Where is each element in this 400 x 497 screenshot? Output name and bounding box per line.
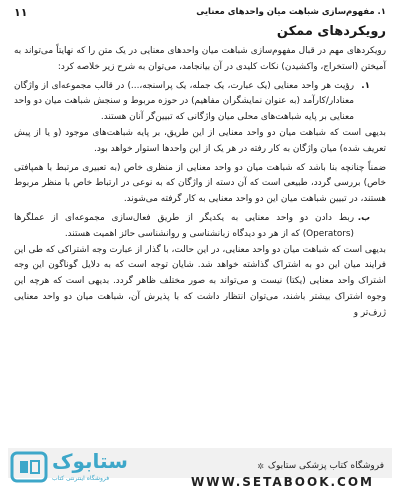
page-number: ۱۱ [14,5,28,19]
shop-url[interactable]: WWW.SETABOOK.COM [190,475,374,489]
body-text [14,44,386,325]
paragraph-2: بدیهی است که شباهت میان دو واحد معنایی از این طریق، بر پایه شباهت‌های موجود (و یا از پیش تعریف شده) میان واژگان به کار رفته در هر یک از این واحدها استوار خواهد بود. [14,127,386,154]
list-item-1 [14,79,386,126]
list-item-1-text: رؤیت هر واحد معنایی (یک عبارت، یک جمله، یک پراسنجه،...) در قالب مجموعه‌ای از واژگان معنادار/کارآمد (به عنوان نمایشگران مفاهیم) در حوزه مربوط و سنجش شباهت میان دو واحد معنایی بر پایه شباهت‌های محلی میان واژگانی که تبیین‌گر آنان هستند. [14,80,354,123]
paragraph-3: ضمناً چنانچه بنا باشد که شباهت میان دو واحد معنایی از منظری خاص (به تعبیری مرتبط با همپافتی خاص) بررسی گردد، طبیعی است که آن دسته از واژگان که به نوعی در ارتباط خاص با منظر مربوط هستند، در تبیین شباهت میان این دو واحد معنایی به کار گرفته می‌شوند. [14,162,386,205]
section-title: رویکردهای ممکن [276,24,386,39]
list-item-1-marker: ۱. [361,80,370,91]
star-icon: ✲ [257,461,264,471]
footer-watermark [0,439,400,497]
shop-name-line [257,461,384,471]
paragraph-4: بدیهی است که شباهت میان دو واحد معنایی، در این حالت، با گذار از عبارت وجه اشتراکی که طی این فرایند میان این دو به اشتراک گذاشته خواهد شد. شایان توجه است که به دلایل گوناگون این وجه اشتراک واحد معنایی (یکتا) نیست و می‌تواند به صور مختلف ظاهر گردد. بدیهی است که هرچه این وجوه اشتراک بیشتر باشند، می‌توان انتظار داشت که با پذیرش آن، شباهت میان دو واحد معنایی ژرف‌تر و [14,244,386,318]
shop-name: فروشگاه کتاب پزشکی ستابوک [267,461,384,471]
list-item-2-marker: ب. [357,212,370,223]
setabook-logo [10,445,128,491]
logo-wordmark: ستابوک [52,449,128,473]
logo-tagline: فروشگاه اینترنتی کتاب [52,475,110,482]
chapter-title: ۱. مفهوم‌سازی شباهت میان واحدهای معنایی [196,7,386,17]
list-item-2 [14,211,386,243]
list-item-2-text: ربط دادن دو واحد معنایی به یکدیگر از طریق فعال‌سازی مجموعه‌ای از عملگرها (Operators) که از هر دو دیدگاه زبانشناسی و روانشناسی حائز اهمیت هستند. [14,212,354,239]
paragraph-intro: رویکردهای مهم در قبال مفهوم‌سازی شباهت میان واحدهای معنایی در یک متن را که نهایتاً می‌تواند به آمیختن (استخراج، واکشیدن) نکات کلیدی در آن بیانجامد، می‌توان به شرح زیر خلاصه کرد: [14,46,386,72]
running-head [14,4,386,20]
book-logo-icon [10,447,50,487]
